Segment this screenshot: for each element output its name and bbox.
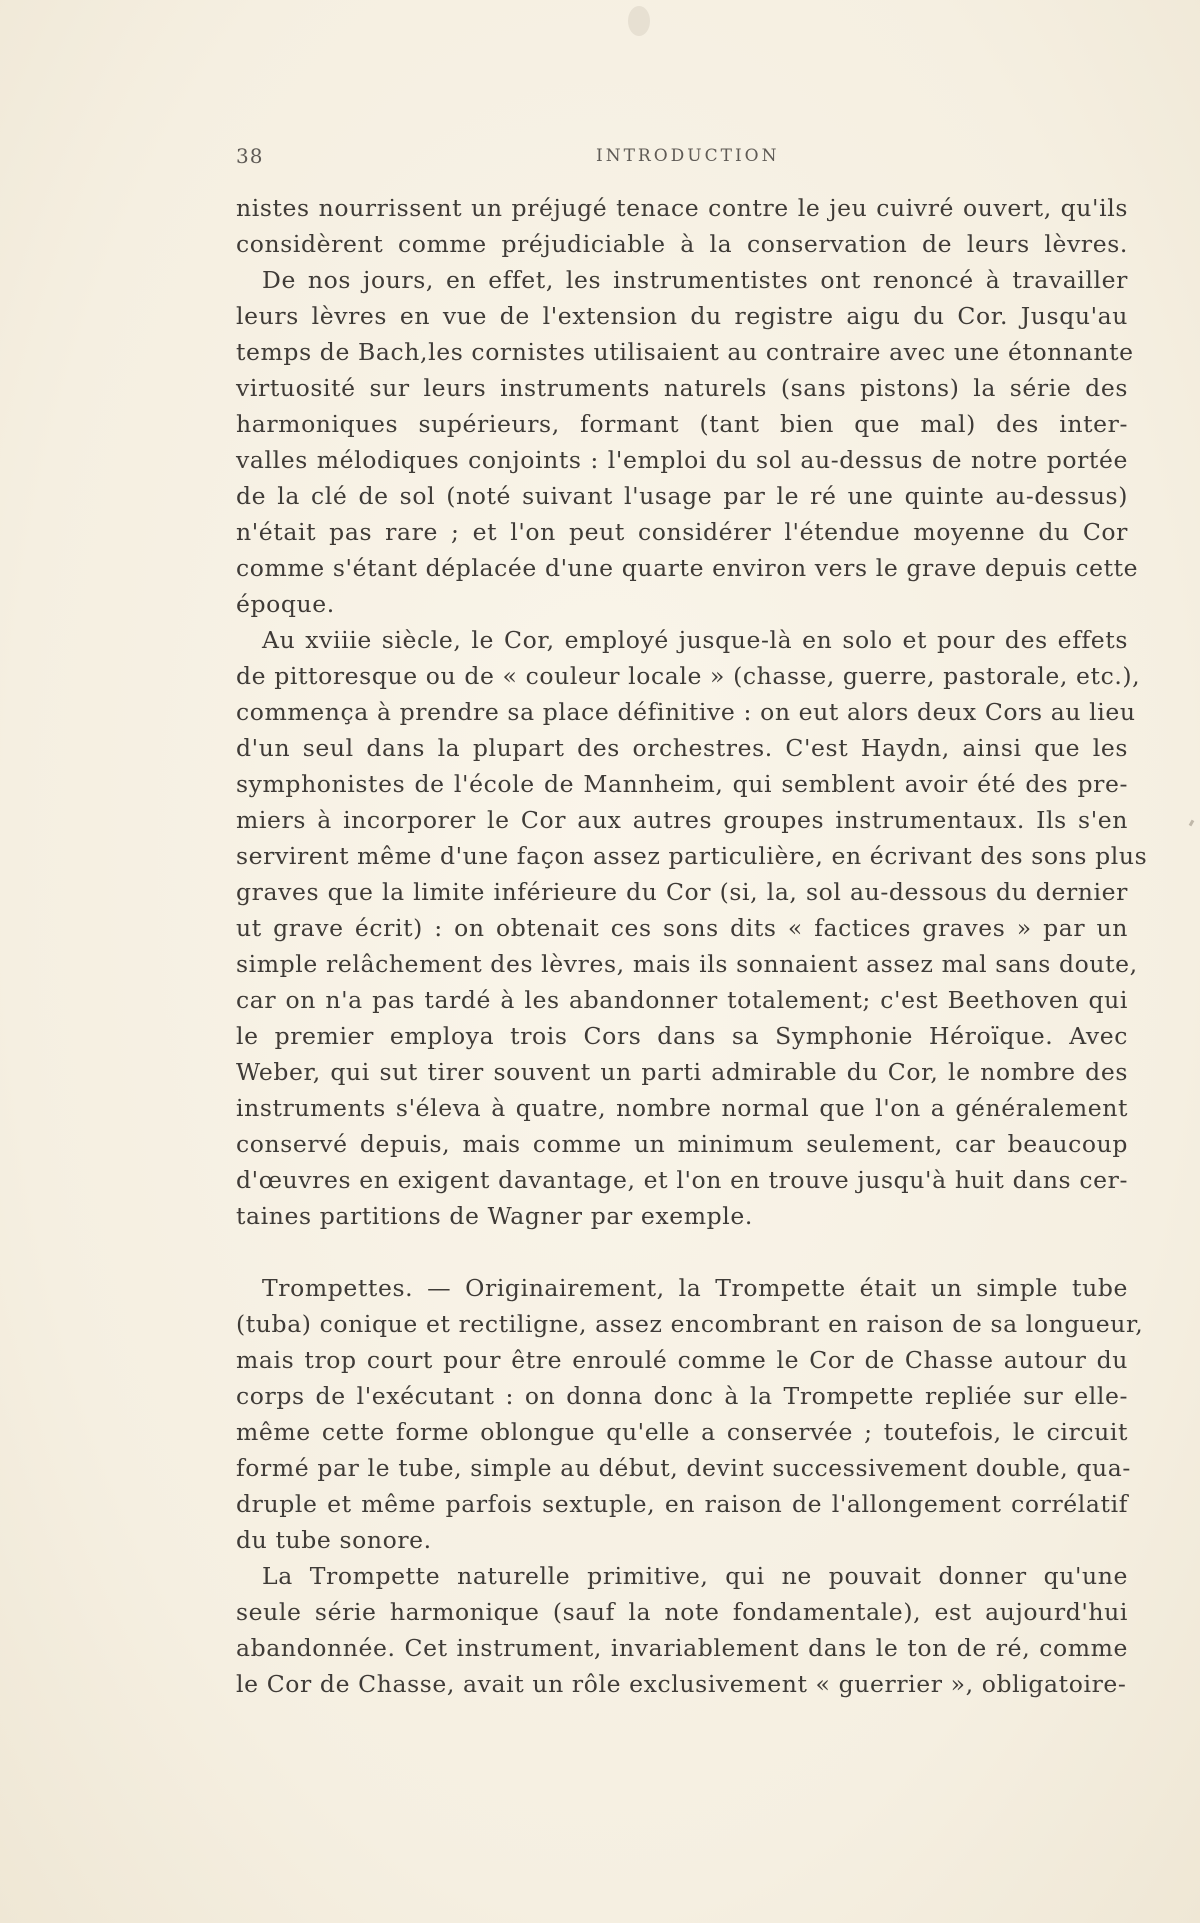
paragraph-4: [236, 1558, 1128, 1702]
text-line: servirent même d'une façon assez particulière, en écrivant des sons plus: [236, 842, 1148, 870]
text-line: La Trompette naturelle primitive, qui ne pouvait donner qu'une: [262, 1562, 1128, 1590]
running-head: [236, 144, 1131, 174]
text-line: leurs lèvres en vue de l'extension du registre aigu du Cor. Jusqu'au: [236, 302, 1128, 330]
text-line: taines partitions de Wagner par exemple.: [236, 1202, 753, 1230]
text-line: d'œuvres en exigent davantage, et l'on en trouve jusqu'à huit dans cer-: [236, 1166, 1128, 1194]
page-smudge: [628, 6, 650, 36]
text-line: abandonnée. Cet instrument, invariablement dans le ton de ré, comme: [236, 1634, 1128, 1662]
text-line: virtuosité sur leurs instruments naturels (sans pistons) la série des: [236, 374, 1128, 402]
text-line: ut grave écrit) : on obtenait ces sons dits « factices graves » par un: [236, 914, 1128, 942]
text-line: de pittoresque ou de « couleur locale » (chasse, guerre, pastorale, etc.),: [236, 662, 1141, 690]
text-line: instruments s'éleva à quatre, nombre normal que l'on a généralement: [236, 1094, 1128, 1122]
text-line: comme s'étant déplacée d'une quarte environ vers le grave depuis cette: [236, 554, 1139, 582]
text-line: n'était pas rare ; et l'on peut considérer l'étendue moyenne du Cor: [236, 518, 1128, 546]
page-speck: [1189, 820, 1195, 827]
text-line: druple et même parfois sextuple, en raison de l'allongement corrélatif: [236, 1490, 1128, 1518]
text-line: commença à prendre sa place définitive : on eut alors deux Cors au lieu: [236, 698, 1136, 726]
text-line: formé par le tube, simple au début, devint successivement double, qua-: [236, 1454, 1131, 1482]
paragraph-1: [236, 190, 1139, 622]
paragraph-3: [236, 1270, 1144, 1558]
text-line: même cette forme oblongue qu'elle a conservée ; toutefois, le circuit: [236, 1418, 1128, 1446]
text-line: valles mélodiques conjoints : l'emploi du sol au-dessus de notre portée: [236, 446, 1128, 474]
text-line: nistes nourrissent un préjugé tenace contre le jeu cuivré ouvert, qu'ils: [236, 194, 1128, 222]
text-line: du tube sonore.: [236, 1526, 432, 1554]
running-title: INTRODUCTION: [596, 146, 780, 166]
text-line: époque.: [236, 590, 335, 618]
paragraph-2: [236, 622, 1148, 1234]
text-line: Weber, qui sut tirer souvent un parti admirable du Cor, le nombre des: [236, 1058, 1128, 1086]
text-line: le premier employa trois Cors dans sa Symphonie Héroïque. Avec: [236, 1022, 1128, 1050]
text-line: miers à incorporer le Cor aux autres groupes instrumentaux. Ils s'en: [236, 806, 1128, 834]
page-number: 38: [236, 144, 264, 168]
body-text: [236, 190, 1148, 1702]
text-line: symphonistes de l'école de Mannheim, qui semblent avoir été des pre-: [236, 770, 1128, 798]
text-line: harmoniques supérieurs, formant (tant bien que mal) des inter-: [236, 410, 1128, 438]
text-line: Au xviiie siècle, le Cor, employé jusque-là en solo et pour des effets: [262, 626, 1128, 654]
text-line: car on n'a pas tardé à les abandonner totalement; c'est Beethoven qui: [236, 986, 1128, 1014]
text-line: le Cor de Chasse, avait un rôle exclusivement « guerrier », obligatoire-: [236, 1670, 1127, 1698]
text-line: considèrent comme préjudiciable à la conservation de leurs lèvres.: [236, 230, 1128, 258]
text-line: (tuba) conique et rectiligne, assez encombrant en raison de sa longueur,: [236, 1310, 1144, 1338]
text-line: d'un seul dans la plupart des orchestres. C'est Haydn, ainsi que les: [236, 734, 1128, 762]
text-line: mais trop court pour être enroulé comme le Cor de Chasse autour du: [236, 1346, 1128, 1374]
text-line: graves que la limite inférieure du Cor (si, la, sol au-dessous du dernier: [236, 878, 1128, 906]
text-line: temps de Bach,les cornistes utilisaient au contraire avec une étonnante: [236, 338, 1134, 366]
text-line: corps de l'exécutant : on donna donc à la Trompette repliée sur elle-: [236, 1382, 1128, 1410]
text-line: Trompettes. — Originairement, la Trompette était un simple tube: [262, 1274, 1128, 1302]
text-line: de la clé de sol (noté suivant l'usage par le ré une quinte au-dessus): [236, 482, 1128, 510]
text-line: seule série harmonique (sauf la note fondamentale), est aujourd'hui: [236, 1598, 1128, 1626]
section-gap: [236, 1234, 1128, 1270]
text-line: simple relâchement des lèvres, mais ils sonnaient assez mal sans doute,: [236, 950, 1138, 978]
text-line: De nos jours, en effet, les instrumentistes ont renoncé à travailler: [262, 266, 1128, 294]
text-line: conservé depuis, mais comme un minimum seulement, car beaucoup: [236, 1130, 1128, 1158]
